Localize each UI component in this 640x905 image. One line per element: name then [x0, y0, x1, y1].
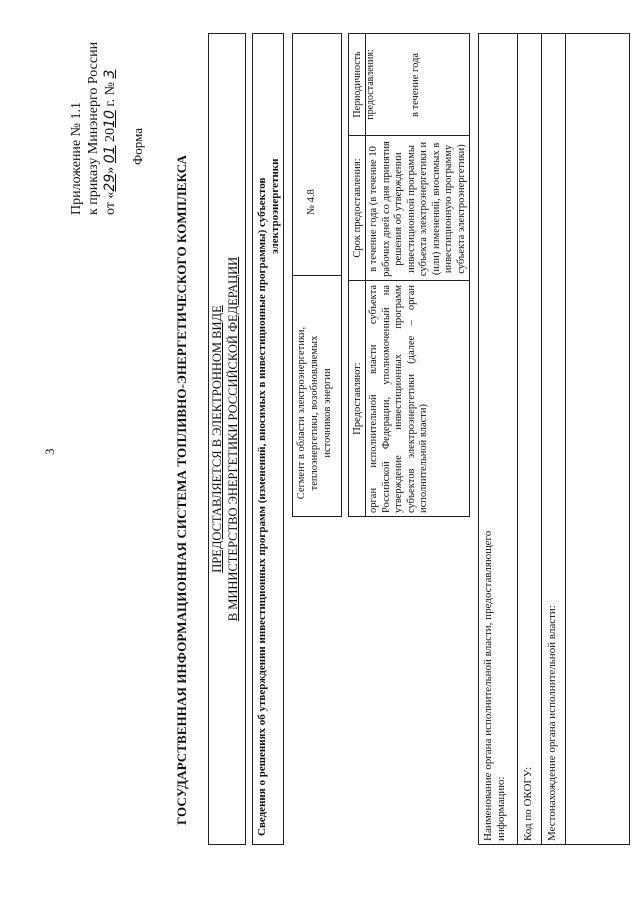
table-header-deadline: Срок предоставления:: [352, 158, 363, 258]
table-col-divider-1: [349, 280, 469, 281]
date-prefix: от «: [103, 191, 118, 215]
table-cell-provider: орган исполнительной власти субъекта Российской Федерации, уполномоченный на утверждение инвестиционных программ субъектов электроэнергетики (далее – орган исполнительной власти): [368, 285, 429, 513]
entity-divider-2: [541, 34, 542, 844]
segment-number: № 4.8: [306, 189, 317, 215]
handwritten-year: 10: [102, 110, 118, 128]
order-suffix: г. №: [103, 82, 118, 107]
segment-label: Сегмент в области электроэнергетики, теплоэнергетики, возобновляемых источников энергии: [296, 326, 333, 500]
info-description-box: [252, 33, 284, 845]
date-mid: »: [103, 166, 118, 174]
appendix-block: [68, 15, 119, 215]
year-prefix: 20: [103, 127, 118, 142]
appendix-line2: к приказу Минэнерго России: [86, 41, 101, 215]
org-name-label: Наименование органа исполнительной власти, предоставляющего информацию:: [482, 530, 507, 841]
segment-divider: [293, 275, 341, 276]
handwritten-order-number: 3: [102, 69, 118, 79]
info-line1: Сведения о решениях об утверждении инвестиционных программ (изменений, вносимых в инвестиционные программы) субъектов: [256, 177, 268, 836]
location-label: Местонахождение органа исполнительной власти:: [546, 605, 558, 841]
handwritten-day: 29: [102, 173, 118, 192]
header-line2: В МИНИСТЕРСТВО ЭНЕРГЕТИКИ РОССИЙСКОЙ ФЕДЕРАЦИИ: [226, 256, 240, 622]
appendix-line1: Приложение № 1.1: [69, 102, 84, 215]
document-title: ГОСУДАРСТВЕННАЯ ИНФОРМАЦИОННАЯ СИСТЕМА ТОПЛИВНО-ЭНЕРГЕТИЧЕСКОГО КОМПЛЕКСА: [174, 154, 189, 825]
entity-divider-3: [565, 34, 566, 844]
appendix-line3: [102, 15, 119, 215]
table-header-provider: Предоставляют:: [352, 362, 363, 435]
entity-divider-1: [517, 34, 518, 844]
info-line2: электроэнергетики: [269, 158, 281, 254]
table-cell-periodicity: в течение года: [410, 52, 421, 118]
table-cell-deadline: в течение года (в течение 10 рабочих дней со дня принятия решения об утверждении инвестиционной программы субъекта электроэнергетики и (или) изменений, вносимых в инвестиционную программу субъекта электроэнергетики): [368, 141, 467, 277]
okogu-label: Код по ОКОГУ:: [522, 766, 534, 841]
form-label: Форма: [130, 128, 145, 165]
handwritten-month: 01: [102, 145, 118, 164]
table-col-divider-2: [349, 135, 469, 136]
header-line1: ПРЕДОСТАВЛЯЕТСЯ В ЭЛЕКТРОННОМ ВИДЕ: [210, 305, 224, 573]
page-number: 3: [42, 448, 57, 455]
submission-header-box: [208, 33, 246, 845]
table-header-periodicity: Периодичность предоставления:: [352, 49, 376, 120]
